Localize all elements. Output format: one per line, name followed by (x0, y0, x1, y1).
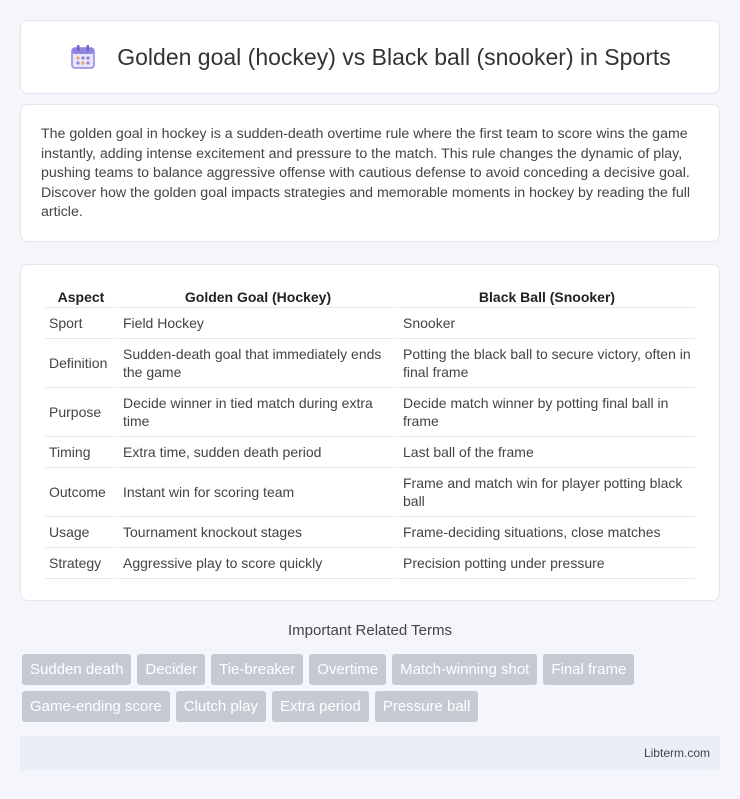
related-terms-list (22, 654, 722, 728)
tag-tie-breaker[interactable]: Tie-breaker (211, 654, 303, 685)
row-black-ball: Decide match winner by potting final ball in frame (399, 388, 695, 437)
tag-pressure-ball[interactable]: Pressure ball (375, 691, 479, 722)
tag-extra-period[interactable]: Extra period (272, 691, 369, 722)
tag-match-winning-shot[interactable]: Match-winning shot (392, 654, 537, 685)
row-aspect: Sport (45, 308, 117, 339)
tag-overtime[interactable]: Overtime (309, 654, 386, 685)
tag-game-ending-score[interactable]: Game-ending score (22, 691, 170, 722)
row-black-ball: Frame-deciding situations, close matches (399, 517, 695, 548)
tag-sudden-death[interactable]: Sudden death (22, 654, 131, 685)
table-row (45, 388, 695, 437)
row-golden-goal: Instant win for scoring team (119, 468, 397, 517)
calendar-icon (69, 43, 97, 71)
row-aspect: Outcome (45, 468, 117, 517)
header-aspect: Aspect (45, 285, 117, 308)
table-row (45, 548, 695, 579)
table-row (45, 517, 695, 548)
row-black-ball: Potting the black ball to secure victory, often in final frame (399, 339, 695, 388)
tag-decider[interactable]: Decider (137, 654, 205, 685)
row-black-ball: Frame and match win for player potting black ball (399, 468, 695, 517)
row-golden-goal: Aggressive play to score quickly (119, 548, 397, 579)
tag-final-frame[interactable]: Final frame (543, 654, 634, 685)
page-title: Golden goal (hockey) vs Black ball (snooker) in Sports (117, 43, 671, 70)
footer-brand-link[interactable]: Libterm.com (643, 746, 710, 760)
table-row (45, 437, 695, 468)
row-black-ball: Last ball of the frame (399, 437, 695, 468)
comparison-table (43, 285, 697, 579)
row-aspect: Purpose (45, 388, 117, 437)
header-black-ball: Black Ball (Snooker) (399, 285, 695, 308)
row-golden-goal: Extra time, sudden death period (119, 437, 397, 468)
row-golden-goal: Decide winner in tied match during extra time (119, 388, 397, 437)
row-aspect: Timing (45, 437, 117, 468)
row-golden-goal: Tournament knockout stages (119, 517, 397, 548)
intro-text: The golden goal in hockey is a sudden-death overtime rule where the first team to score wins the game instantly, adding intense excitement and pressure to the match. This rule changes the dynamic of play, pushing teams to balance aggressive offense with cautious defense to avoid conceding a decisive goal. Discover how the golden goal impacts strategies and memorable moments in hockey by reading the full article. (41, 126, 691, 221)
row-black-ball: Precision potting under pressure (399, 548, 695, 579)
row-black-ball: Snooker (399, 308, 695, 339)
table-row (45, 468, 695, 517)
row-golden-goal: Field Hockey (119, 308, 397, 339)
row-aspect: Strategy (45, 548, 117, 579)
row-aspect: Usage (45, 517, 117, 548)
footer (20, 736, 720, 770)
table-header-row (45, 285, 695, 308)
comparison-card (20, 264, 720, 601)
intro-card (20, 104, 720, 242)
table-row (45, 339, 695, 388)
tag-clutch-play[interactable]: Clutch play (176, 691, 266, 722)
header-golden-goal: Golden Goal (Hockey) (119, 285, 397, 308)
title-card (20, 20, 720, 94)
related-terms-title: Important Related Terms (288, 622, 452, 639)
row-aspect: Definition (45, 339, 117, 388)
table-row (45, 308, 695, 339)
row-golden-goal: Sudden-death goal that immediately ends the game (119, 339, 397, 388)
